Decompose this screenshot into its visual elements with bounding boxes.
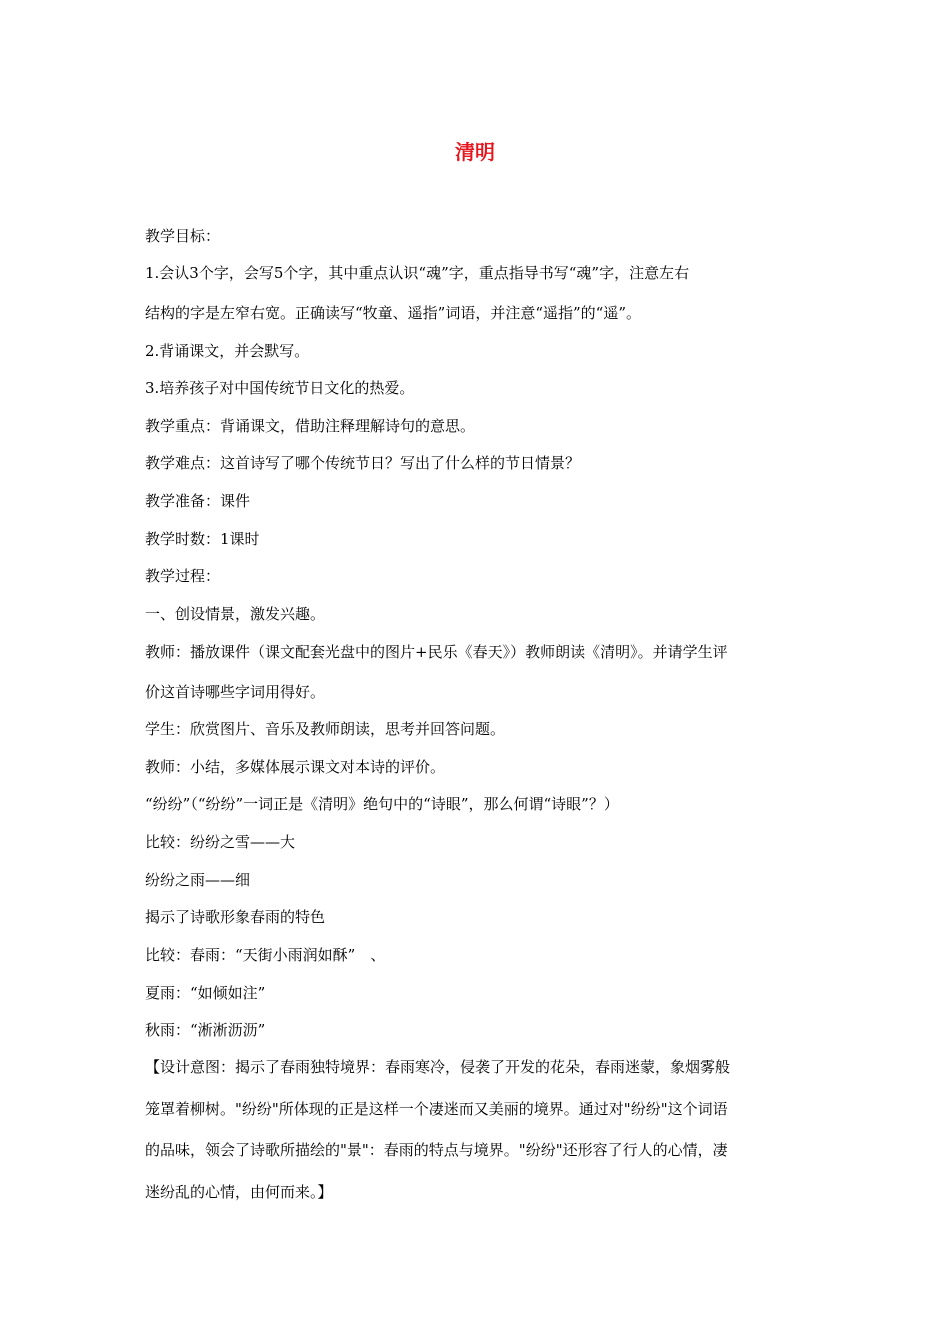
text-line: 揭示了诗歌形象春雨的特色	[145, 908, 326, 926]
text-line: 教学难点：这首诗写了哪个传统节日？写出了什么样的节日情景？	[145, 454, 581, 472]
text-line: 教学准备：课件	[145, 492, 251, 510]
text-line: 比较：春雨：“天街小雨润如酥” 、	[145, 946, 386, 964]
text-line: 2.背诵课文，并会默写。	[145, 342, 310, 360]
text-line: 结构的字是左窄右宽。正确读写“牧童、遥指”词语，并注意“遥指”的“遥”。	[145, 304, 642, 322]
design-intent-line: 【设计意图：揭示了春雨独特境界：春雨寒冷，侵袭了开发的花朵，春雨迷蒙，象烟雾般	[145, 1058, 731, 1076]
text-line: 夏雨：“如倾如注”	[145, 984, 266, 1002]
text-line: 3.培养孩子对中国传统节日文化的热爱。	[145, 379, 415, 397]
design-intent-line: 迷纷乱的心情，由何而来。】	[145, 1183, 333, 1201]
text-line: 比较：纷纷之雪——大	[145, 833, 296, 851]
text-line: 教学重点：背诵课文，借助注释理解诗句的意思。	[145, 417, 476, 435]
text-line: 一、创设情景，激发兴趣。	[145, 605, 326, 623]
text-line: 教学时数：1课时	[145, 530, 260, 548]
text-line: 价这首诗哪些字词用得好。	[145, 683, 326, 701]
text-line: 秋雨：“淅淅沥沥”	[145, 1021, 266, 1039]
text-line: 教师：播放课件（课文配套光盘中的图片+民乐《春天》）教师朗读《清明》。并请学生评	[145, 643, 728, 661]
text-line: 1.会认3个字，会写5个字，其中重点认识“魂”字，重点指导书写“魂”字，注意左右	[145, 264, 690, 282]
design-intent-line: 的品味，领会了诗歌所描绘的"景"：春雨的特点与境界。"纷纷"还形容了行人的心情，凄	[145, 1141, 728, 1159]
page-title: 清明	[455, 140, 495, 164]
text-line: 纷纷之雨——细	[145, 871, 251, 889]
text-line-objectives-heading: 教学目标：	[145, 227, 221, 245]
text-line: 学生：欣赏图片、音乐及教师朗读，思考并回答问题。	[145, 720, 506, 738]
design-intent-line: 笼罩着柳树。"纷纷"所体现的正是这样一个凄迷而又美丽的境界。通过对"纷纷"这个词语	[145, 1100, 728, 1118]
text-line: “纷纷”（“纷纷”一词正是《清明》绝句中的“诗眼”，那么何谓“诗眼”？）	[145, 795, 619, 813]
text-line-process-heading: 教学过程：	[145, 567, 221, 585]
text-line: 教师：小结，多媒体展示课文对本诗的评价。	[145, 758, 446, 776]
